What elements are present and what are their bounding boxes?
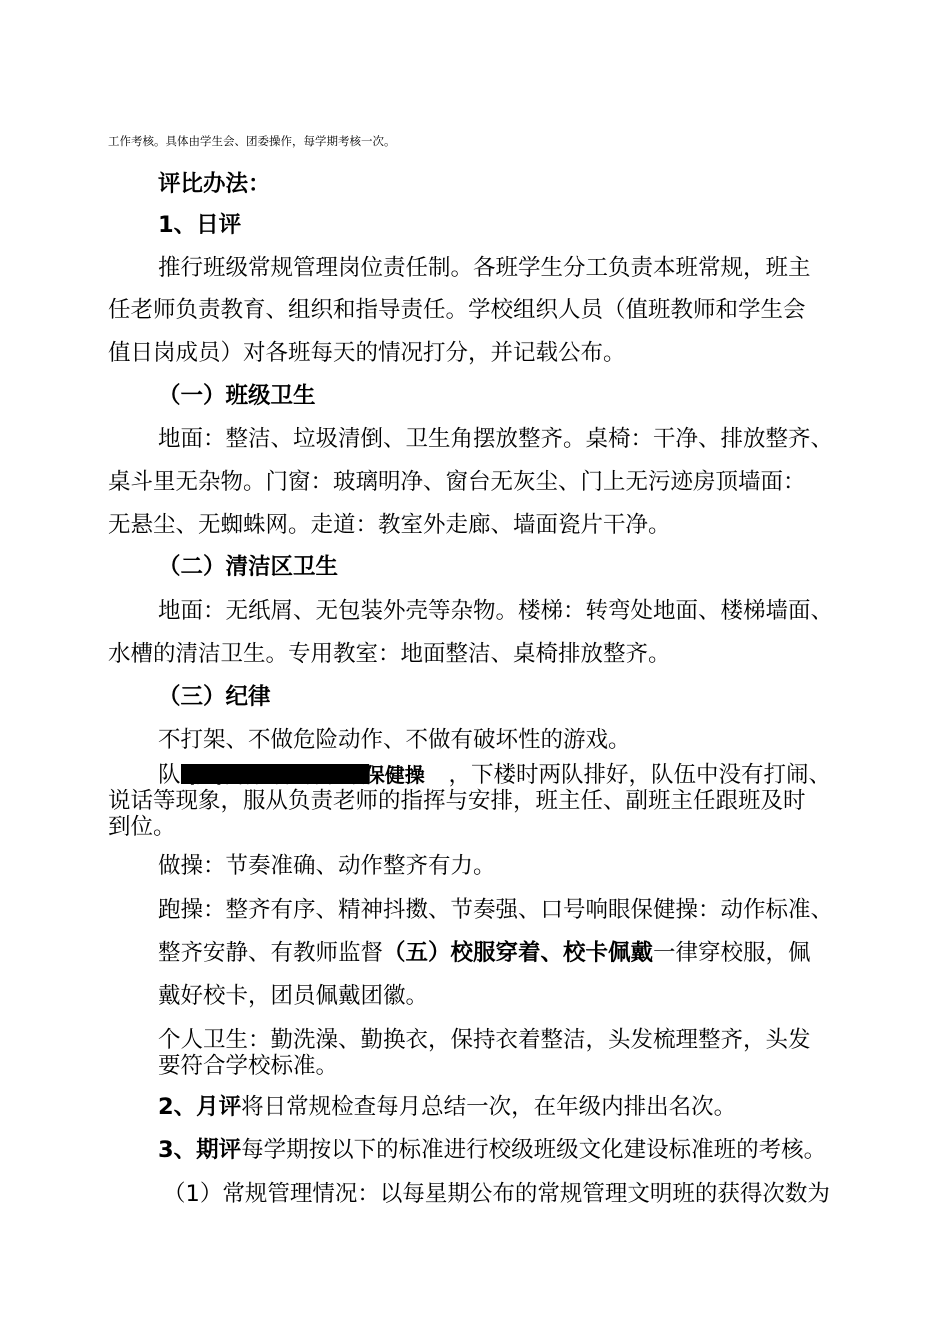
monthly-review-heading: 2、月评 [158,1094,242,1120]
daily-review-heading: 1、日评 [158,212,242,238]
text-start: 整齐安静、有教师监督 [158,940,384,966]
term-review [158,1136,826,1164]
subheading-discipline: （三）纪律 [158,684,271,710]
paragraph: 要符合学校标准。 [158,1053,339,1079]
subheading-clean-area: （二）清洁区卫生 [158,554,339,580]
subheading-class-hygiene: （一）班级卫生 [158,383,316,409]
paragraph: 地面：无纸屑、无包装外壳等杂物。楼梯：转弯处地面、楼梯墙面、 [158,598,834,624]
paragraph: 跑操：整齐有序、精神抖擞、节奏强、口号响眼保健操：动作标准、 [158,897,834,923]
overlapped-heading [181,763,425,787]
term-item-1: （1）常规管理情况：以每星期公布的常规管理文明班的获得次数为 [163,1181,830,1207]
text-end: ，下楼时两队排好，队伍中没有打闹、 [448,762,832,788]
paragraph: 值日岗成员）对各班每天的情况打分，并记载公布。 [108,340,626,366]
text-start: 队 [158,762,181,788]
paragraph: 任老师负责教育、组织和指导责任。学校组织人员（值班教师和学生会 [108,297,806,323]
paragraph: 不打架、不做危险动作、不做有破坏性的游戏。 [158,727,631,753]
paragraph: 推行班级常规管理岗位责任制。各班学生分工负责本班常规，班主 [158,255,811,281]
paragraph-mixed [158,939,811,967]
paragraph: 做操：节奏准确、动作整齐有力。 [158,853,496,879]
section-heading: 评比办法： [158,171,271,197]
paragraph: 水槽的清洁卫生。专用教室：地面整洁、桌椅排放整齐。 [108,641,671,667]
paragraph: 桌斗里无杂物。门窗：玻璃明净、窗台无灰尘、门上无污迹房顶墙面： [108,469,806,495]
term-review-heading: 3、期评 [158,1137,242,1163]
paragraph: 无悬尘、无蜘蛛网。走道：教室外走廊、墙面瓷片干净。 [108,512,671,538]
paragraph: 个人卫生：勤洗澡、勤换衣，保持衣着整洁，头发梳理整齐，头发 [158,1027,811,1053]
paragraph-overlap [158,761,831,789]
subheading-uniform: （五）校服穿着、校卡佩戴 [383,940,654,966]
paragraph: 戴好校卡，团员佩戴团徽。 [158,983,429,1009]
paragraph: 说话等现象，服从负责老师的指挥与安排，班主任、副班主任跟班及时 [108,788,806,814]
paragraph: 到位。 [108,814,176,840]
overlapped-heading-text: (四)两操课间操、眼保健操 [186,763,425,787]
paragraph: 地面：整洁、垃圾清倒、卫生角摆放整齐。桌椅：干净、排放整齐、 [158,426,834,452]
monthly-review [158,1093,736,1121]
term-review-text: 每学期按以下的标准进行校级班级文化建设标准班的考核。 [241,1137,827,1163]
text-end: 一律穿校服，佩 [653,940,811,966]
intro-text: 工作考核。具体由学生会、团委操作，每学期考核一次。 [108,134,396,148]
monthly-review-text: 将日常规检查每月总结一次，在年级内排出名次。 [241,1094,737,1120]
